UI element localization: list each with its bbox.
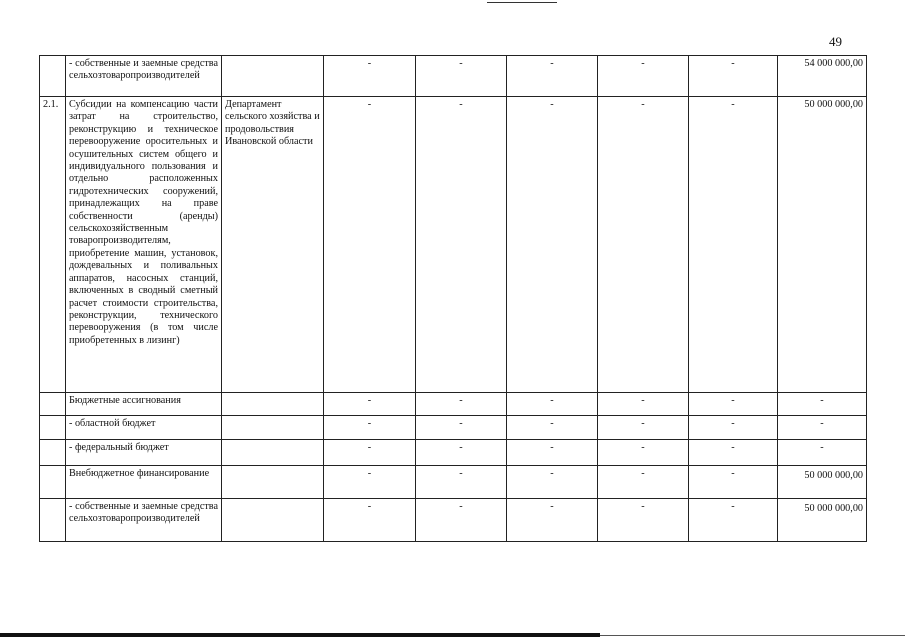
row-department — [222, 416, 324, 440]
year-value: - — [507, 466, 598, 499]
year-value: - — [598, 440, 689, 466]
year-value: - — [507, 393, 598, 416]
year-value: - — [416, 393, 507, 416]
year-value: - — [416, 466, 507, 499]
year-value: - — [689, 499, 778, 542]
row-number — [40, 393, 66, 416]
year-value: - — [598, 466, 689, 499]
year-value: - — [416, 440, 507, 466]
budget-table — [39, 55, 867, 542]
table-row — [40, 56, 867, 97]
year-value: - — [416, 97, 507, 393]
year-value: - — [324, 440, 416, 466]
row-description: Бюджетные ассигнования — [66, 393, 222, 416]
year-value: - — [689, 440, 778, 466]
table-row — [40, 466, 867, 499]
total-value: - — [778, 393, 867, 416]
table-row — [40, 440, 867, 466]
footer-rule — [0, 633, 600, 637]
year-value: - — [689, 97, 778, 393]
year-value: - — [507, 440, 598, 466]
year-value: - — [689, 393, 778, 416]
year-value: - — [689, 466, 778, 499]
year-value: - — [598, 97, 689, 393]
year-value: - — [507, 56, 598, 97]
row-department — [222, 393, 324, 416]
page-number: 49 — [829, 34, 842, 49]
row-number — [40, 56, 66, 97]
year-value: - — [507, 416, 598, 440]
total-value: 50 000 000,00 — [778, 97, 867, 393]
row-description: Субсидии на компенсацию части затрат на строительство, реконструкцию и техническое перевооружение оросительных и осушительных систем общего и индивидуального пользования и отдельно расположенных гидротехнических сооружений, принадлежащих на праве собственности (аренды) сельскохозяйственным товаропроизводителям, приобретение машин, установок, дождевальных и поливальных аппаратов, насосных станций, включенных в сводный сметный расчет стоимости строительства, реконструкции, технического перевооружения (в том числе приобретенных в лизинг) — [66, 97, 222, 393]
row-number — [40, 440, 66, 466]
year-value: - — [416, 416, 507, 440]
table-row — [40, 416, 867, 440]
row-description: - федеральный бюджет — [66, 440, 222, 466]
year-value: - — [416, 499, 507, 542]
row-department — [222, 466, 324, 499]
year-value: - — [324, 466, 416, 499]
row-description: - собственные и заемные средства сельхозтоваропроизводителей — [66, 56, 222, 97]
total-value: - — [778, 416, 867, 440]
year-value: - — [507, 97, 598, 393]
year-value: - — [598, 499, 689, 542]
total-value: 50 000 000,00 — [778, 466, 867, 499]
row-number — [40, 466, 66, 499]
table-row — [40, 393, 867, 416]
table-row — [40, 499, 867, 542]
year-value: - — [598, 416, 689, 440]
row-department — [222, 440, 324, 466]
total-value: 50 000 000,00 — [778, 499, 867, 542]
year-value: - — [324, 393, 416, 416]
row-number: 2.1. — [40, 97, 66, 393]
total-value: - — [778, 440, 867, 466]
year-value: - — [324, 56, 416, 97]
year-value: - — [416, 56, 507, 97]
row-description: Внебюджетное финансирование — [66, 466, 222, 499]
header-rule — [487, 2, 557, 3]
year-value: - — [324, 416, 416, 440]
year-value: - — [689, 56, 778, 97]
row-number — [40, 416, 66, 440]
year-value: - — [507, 499, 598, 542]
row-department: Департамент сельского хозяйства и продовольствия Ивановской области — [222, 97, 324, 393]
footer-rule-thin — [600, 635, 905, 636]
row-number — [40, 499, 66, 542]
row-description: - областной бюджет — [66, 416, 222, 440]
row-department — [222, 56, 324, 97]
table-row — [40, 97, 867, 393]
year-value: - — [598, 393, 689, 416]
row-description: - собственные и заемные средства сельхозтоваропроизводителей — [66, 499, 222, 542]
year-value: - — [324, 499, 416, 542]
year-value: - — [689, 416, 778, 440]
year-value: - — [324, 97, 416, 393]
year-value: - — [598, 56, 689, 97]
row-department — [222, 499, 324, 542]
total-value: 54 000 000,00 — [778, 56, 867, 97]
